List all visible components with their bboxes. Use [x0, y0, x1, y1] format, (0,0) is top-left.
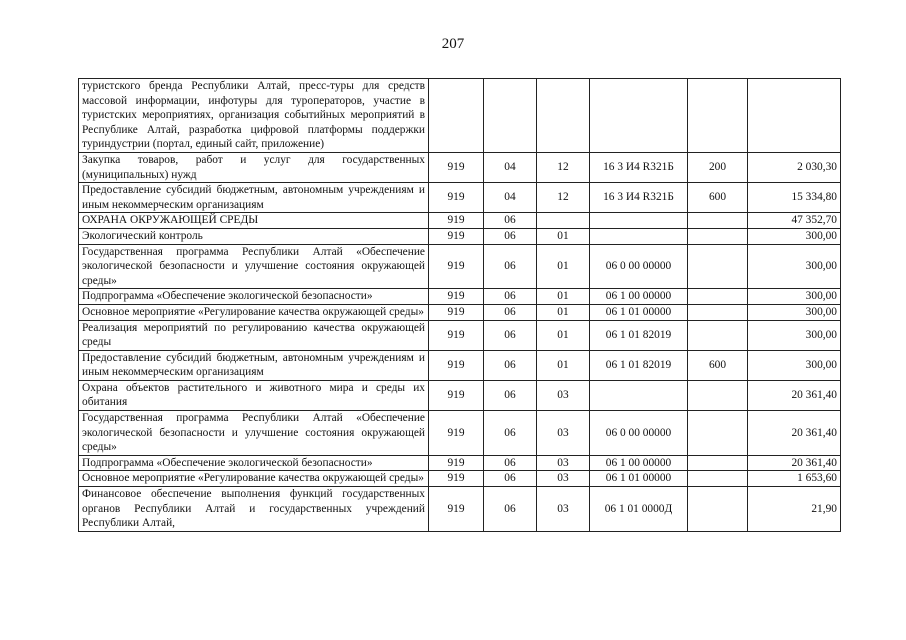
subsection-code-cell: 01	[537, 304, 590, 320]
subsection-code-cell: 01	[537, 289, 590, 305]
table-row	[79, 350, 841, 380]
expense-type-cell	[688, 455, 748, 471]
subsection-code-cell: 01	[537, 228, 590, 244]
section-code-cell: 06	[484, 411, 537, 456]
expense-type-cell: 200	[688, 152, 748, 182]
target-article-cell: 06 1 01 82019	[590, 350, 688, 380]
subsection-code-cell: 03	[537, 380, 590, 410]
subsection-code-cell: 03	[537, 487, 590, 532]
amount-cell: 47 352,70	[748, 213, 841, 229]
ministry-code-cell: 919	[429, 320, 484, 350]
target-article-cell: 06 1 01 0000Д	[590, 487, 688, 532]
section-code-cell: 06	[484, 455, 537, 471]
section-code-cell: 06	[484, 380, 537, 410]
expense-type-cell	[688, 320, 748, 350]
row-name-cell: Подпрограмма «Обеспечение экологической безопасности»	[79, 289, 429, 305]
target-article-cell: 06 1 01 00000	[590, 304, 688, 320]
ministry-code-cell: 919	[429, 350, 484, 380]
table-row	[79, 380, 841, 410]
target-article-cell: 06 1 00 00000	[590, 455, 688, 471]
amount-cell: 300,00	[748, 350, 841, 380]
row-name-cell: Основное мероприятие «Регулирование качества окружающей среды»	[79, 304, 429, 320]
row-name-cell: Предоставление субсидий бюджетным, автономным учреждениям и иным некоммерческим организациям	[79, 350, 429, 380]
expense-type-cell	[688, 213, 748, 229]
budget-table-body	[79, 79, 841, 532]
ministry-code-cell: 919	[429, 304, 484, 320]
table-row	[79, 411, 841, 456]
target-article-cell: 16 3 И4 R321Б	[590, 152, 688, 182]
subsection-code-cell: 12	[537, 183, 590, 213]
section-code-cell: 06	[484, 289, 537, 305]
row-name-cell: Государственная программа Республики Алтай «Обеспечение экологической безопасности и улучшение состояния окружающей среды»	[79, 411, 429, 456]
row-name-cell: Финансовое обеспечение выполнения функций государственных органов Республики Алтай и государственных учреждений Республики Алтай,	[79, 487, 429, 532]
amount-cell: 2 030,30	[748, 152, 841, 182]
section-code-cell	[484, 79, 537, 153]
section-code-cell: 06	[484, 228, 537, 244]
row-name-cell: Закупка товаров, работ и услуг для государственных (муниципальных) нужд	[79, 152, 429, 182]
ministry-code-cell: 919	[429, 471, 484, 487]
subsection-code-cell: 03	[537, 455, 590, 471]
ministry-code-cell: 919	[429, 244, 484, 289]
target-article-cell: 06 0 00 00000	[590, 411, 688, 456]
amount-cell: 15 334,80	[748, 183, 841, 213]
amount-cell: 300,00	[748, 304, 841, 320]
ministry-code-cell: 919	[429, 228, 484, 244]
section-code-cell: 06	[484, 320, 537, 350]
row-name-cell: Охрана объектов растительного и животного мира и среды их обитания	[79, 380, 429, 410]
table-row	[79, 304, 841, 320]
table-row	[79, 320, 841, 350]
table-row	[79, 244, 841, 289]
row-name-cell: Государственная программа Республики Алтай «Обеспечение экологической безопасности и улучшение состояния окружающей среды»	[79, 244, 429, 289]
section-code-cell: 06	[484, 487, 537, 532]
ministry-code-cell: 919	[429, 289, 484, 305]
section-code-cell: 06	[484, 471, 537, 487]
page-number: 207	[441, 36, 465, 52]
expense-type-cell	[688, 380, 748, 410]
subsection-code-cell: 03	[537, 471, 590, 487]
subsection-code-cell: 01	[537, 320, 590, 350]
subsection-code-cell: 01	[537, 244, 590, 289]
ministry-code-cell: 919	[429, 152, 484, 182]
row-name-cell: туристского бренда Республики Алтай, пресс-туры для средств массовой информации, инфотуры для туроператоров, участие в туристских мероприятиях, организация событийных мероприятий в Республике Алтай, разработка цифровой платформы поддержки туриндустрии (портал, единый сайт, приложение)	[79, 79, 429, 153]
table-row	[79, 471, 841, 487]
expense-type-cell: 600	[688, 350, 748, 380]
expense-type-cell	[688, 487, 748, 532]
ministry-code-cell: 919	[429, 455, 484, 471]
subsection-code-cell	[537, 213, 590, 229]
row-name-cell: Основное мероприятие «Регулирование качества окружающей среды»	[79, 471, 429, 487]
subsection-code-cell: 03	[537, 411, 590, 456]
target-article-cell	[590, 79, 688, 153]
expense-type-cell	[688, 244, 748, 289]
ministry-code-cell: 919	[429, 487, 484, 532]
expense-type-cell	[688, 289, 748, 305]
section-code-cell: 06	[484, 304, 537, 320]
target-article-cell: 06 1 01 00000	[590, 471, 688, 487]
table-row	[79, 289, 841, 305]
expense-type-cell	[688, 304, 748, 320]
target-article-cell: 06 1 01 82019	[590, 320, 688, 350]
target-article-cell: 06 0 00 00000	[590, 244, 688, 289]
expense-type-cell	[688, 79, 748, 153]
table-row	[79, 213, 841, 229]
row-name-cell: Подпрограмма «Обеспечение экологической безопасности»	[79, 455, 429, 471]
row-name-cell: Предоставление субсидий бюджетным, автономным учреждениям и иным некоммерческим организациям	[79, 183, 429, 213]
row-name-cell: Реализация мероприятий по регулированию качества окружающей среды	[79, 320, 429, 350]
ministry-code-cell: 919	[429, 380, 484, 410]
subsection-code-cell	[537, 79, 590, 153]
table-row	[79, 79, 841, 153]
amount-cell: 20 361,40	[748, 455, 841, 471]
table-row	[79, 152, 841, 182]
subsection-code-cell: 01	[537, 350, 590, 380]
row-name-cell: Экологический контроль	[79, 228, 429, 244]
expense-type-cell	[688, 228, 748, 244]
amount-cell: 300,00	[748, 289, 841, 305]
amount-cell: 300,00	[748, 228, 841, 244]
section-code-cell: 06	[484, 244, 537, 289]
section-code-cell: 06	[484, 213, 537, 229]
amount-cell: 1 653,60	[748, 471, 841, 487]
table-row	[79, 487, 841, 532]
amount-cell: 300,00	[748, 244, 841, 289]
amount-cell: 300,00	[748, 320, 841, 350]
expense-type-cell	[688, 411, 748, 456]
ministry-code-cell: 919	[429, 213, 484, 229]
amount-cell: 20 361,40	[748, 380, 841, 410]
row-name-cell: ОХРАНА ОКРУЖАЮЩЕЙ СРЕДЫ	[79, 213, 429, 229]
budget-table	[78, 78, 841, 532]
ministry-code-cell	[429, 79, 484, 153]
expense-type-cell	[688, 471, 748, 487]
amount-cell	[748, 79, 841, 153]
section-code-cell: 06	[484, 350, 537, 380]
expense-type-cell: 600	[688, 183, 748, 213]
section-code-cell: 04	[484, 152, 537, 182]
target-article-cell	[590, 213, 688, 229]
amount-cell: 21,90	[748, 487, 841, 532]
subsection-code-cell: 12	[537, 152, 590, 182]
target-article-cell	[590, 380, 688, 410]
section-code-cell: 04	[484, 183, 537, 213]
ministry-code-cell: 919	[429, 411, 484, 456]
ministry-code-cell: 919	[429, 183, 484, 213]
amount-cell: 20 361,40	[748, 411, 841, 456]
target-article-cell: 16 3 И4 R321Б	[590, 183, 688, 213]
table-row	[79, 183, 841, 213]
target-article-cell	[590, 228, 688, 244]
table-row	[79, 455, 841, 471]
table-row	[79, 228, 841, 244]
target-article-cell: 06 1 00 00000	[590, 289, 688, 305]
